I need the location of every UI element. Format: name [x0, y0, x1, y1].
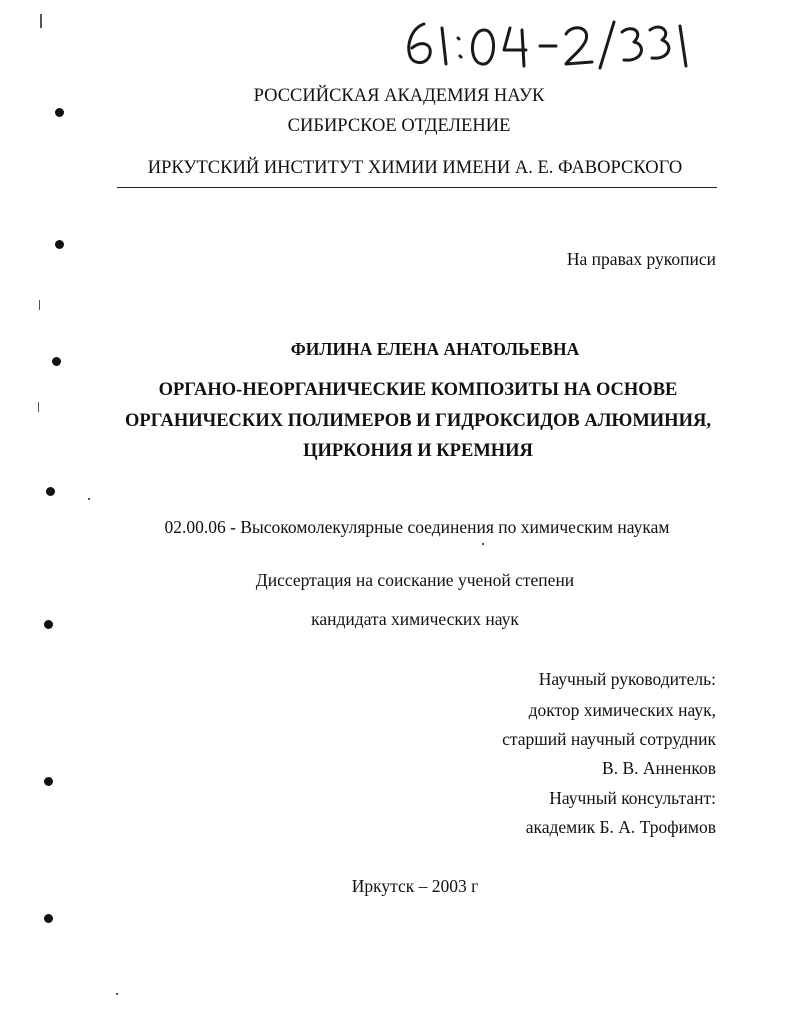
title-line-3: ЦИРКОНИЯ И КРЕМНИЯ [303, 441, 533, 461]
header-divider [117, 187, 717, 188]
scan-speck [39, 300, 40, 310]
binding-hole-mark [46, 487, 55, 496]
binding-hole-mark [44, 620, 53, 629]
dissertation-line-1: Диссертация на соискание ученой степени [255, 570, 575, 590]
place-year: Иркутск – 2003 г [351, 876, 479, 896]
binding-hole-mark [52, 357, 61, 366]
supervisor-name: В. В. Анненков [602, 758, 716, 778]
supervisor-label: Научный руководитель: [538, 669, 716, 689]
scan-speck [38, 402, 39, 412]
binding-hole-mark [44, 777, 53, 786]
author-name: ФИЛИНА ЕЛЕНА АНАТОЛЬЕВНА [290, 339, 580, 359]
scan-speck [88, 498, 90, 500]
binding-hole-mark [55, 108, 64, 117]
branch-name: СИБИРСКОЕ ОТДЕЛЕНИЕ [287, 116, 511, 136]
title-line-1: ОРГАНО-НЕОРГАНИЧЕСКИЕ КОМПОЗИТЫ НА ОСНОВЕ [158, 380, 678, 400]
scan-speck [482, 543, 484, 545]
title-line-2: ОРГАНИЧЕСКИХ ПОЛИМЕРОВ И ГИДРОКСИДОВ АЛЮМИНИЯ, [125, 411, 711, 431]
handwritten-archive-number [400, 14, 690, 70]
binding-hole-mark [44, 914, 53, 923]
scan-speck [40, 14, 42, 28]
manuscript-rights: На правах рукописи [566, 249, 716, 269]
scan-speck [116, 993, 118, 995]
supervisor-position: старший научный сотрудник [502, 729, 716, 749]
supervisor-degree: доктор химических наук, [528, 700, 716, 720]
institute-name: ИРКУТСКИЙ ИНСТИТУТ ХИМИИ ИМЕНИ А. Е. ФАВОРСКОГО [147, 158, 683, 178]
dissertation-line-2: кандидата химических наук [311, 609, 519, 629]
consultant-label: Научный консультант: [549, 788, 716, 808]
consultant-name: академик Б. А. Трофимов [525, 817, 716, 837]
specialty: 02.00.06 - Высокомолекулярные соединения по химическим наукам [164, 517, 670, 537]
binding-hole-mark [55, 240, 64, 249]
academy-name: РОССИЙСКАЯ АКАДЕМИЯ НАУК [253, 86, 545, 106]
